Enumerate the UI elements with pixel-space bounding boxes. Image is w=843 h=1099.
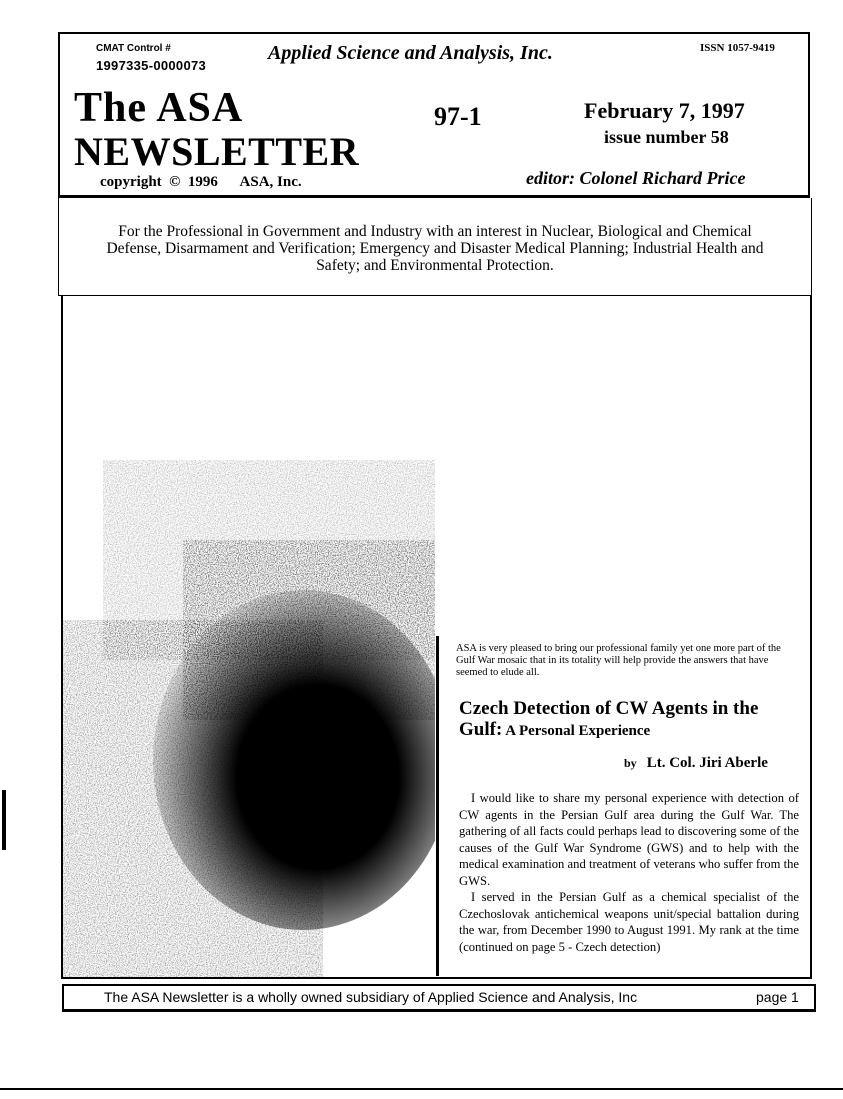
page-number: page 1 (756, 989, 799, 1005)
newsletter-title-line2: NEWSLETTER (74, 129, 360, 174)
issn-number: ISSN 1057-9419 (700, 42, 775, 54)
headline-subtitle: A Personal Experience (502, 723, 651, 739)
scan-edge-mark (0, 1088, 843, 1090)
article-intro: ASA is very pleased to bring our professional family yet one more part of the Gulf War mosaic that in its totality will help provide the answers that have seemed to elude all. (456, 643, 781, 678)
mission-statement: For the Professional in Government and Industry with an interest in Nuclear, Biological and Chemical Defense, Disarmament and Verification; Emergency and Disaster Medical Planning; Industrial Health and Safety; and Environmental Protection. (106, 223, 764, 274)
scan-edge-mark (2, 790, 6, 850)
byline-prefix: by (624, 756, 637, 770)
article-paragraph: I served in the Persian Gulf as a chemical specialist of the Czechoslovak antichemical weapons unit/special battalion during the war, from December 1990 to August 1991. My rank at the time (continued on page 5 - Czech detection) (459, 890, 799, 954)
cmat-control-label: CMAT Control # (96, 43, 171, 54)
issue-number: issue number 58 (604, 127, 729, 147)
article-paragraph: I would like to share my personal experience with detection of CW agents in the Persian Gulf area during the Gulf War. The gathering of all facts could perhaps lead to discovering some of the causes of the Gulf War Syndrome (GWS) and to help with the medical examination and treatment of veterans who suffer from the GWS. (459, 791, 799, 888)
cover-photo (63, 420, 435, 978)
editor-credit: editor: Colonel Richard Price (526, 168, 746, 188)
headline-main: Czech Detection of CW Agents in the Gulf: (459, 698, 759, 740)
article-body (459, 790, 799, 955)
volume-number: 97-1 (434, 102, 482, 131)
cmat-control-number: 1997335-0000073 (96, 58, 207, 73)
newsletter-title-line1: The ASA (74, 85, 244, 131)
company-name: Applied Science and Analysis, Inc. (268, 42, 553, 64)
byline-author: Lt. Col. Jiri Aberle (646, 755, 768, 771)
article-byline (624, 755, 768, 772)
article-headline (459, 698, 799, 742)
copyright-notice: copyright © 1996 ASA, Inc. (100, 174, 302, 190)
footer-text: The ASA Newsletter is a wholly owned subsidiary of Applied Science and Analysis, Inc (104, 989, 638, 1005)
issue-date: February 7, 1997 (584, 98, 745, 123)
